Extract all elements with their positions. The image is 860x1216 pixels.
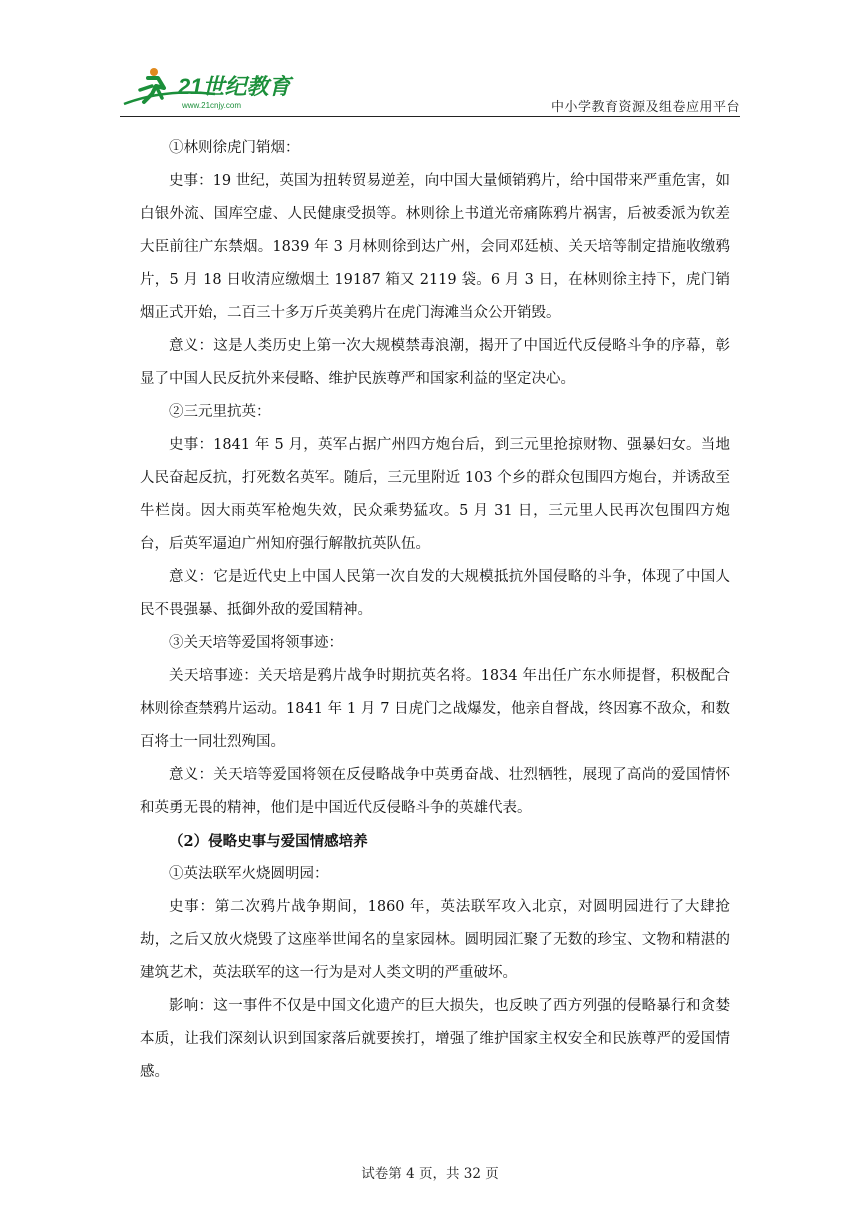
item-title-guan-tianpei: ③关天培等爱国将领事迹： bbox=[169, 635, 343, 651]
section-heading: （2）侵略史事与爱国情感培养 bbox=[169, 833, 368, 850]
page-footer: 试卷第 4 页，共 32 页 bbox=[361, 1166, 499, 1182]
logo-subtext: www.21cnjy.com bbox=[182, 101, 241, 110]
platform-name: 中小学教育资源及组卷应用平台 bbox=[550, 100, 740, 115]
paragraph-story-sanyuanli: 史事：1841 年 5 月，英军占据广州四方炮台后，到三元里抢掠财物、强暴妇女。当地人民奋起反抗，打死数名英军。随后，三元里附近 103 个乡的群众包围四方炮台，并诱敌至牛栏岗。因大雨英军枪炮失效，民众乘势猛攻。5 月 31 日，三元里人民再次包围四方炮台，后英军逼迫广州知府强行解散抗英队伍。 bbox=[140, 437, 730, 552]
header-divider bbox=[120, 116, 740, 117]
paragraph-story-yuanmingyuan: 史事：第二次鸦片战争期间，1860 年，英法联军攻入北京，对圆明园进行了大肆抢劫，之后又放火烧毁了这座举世闻名的皇家园林。圆明园汇聚了无数的珍宝、文物和精湛的建筑艺术，英法联军的这一行为是对人类文明的严重破坏。 bbox=[140, 899, 730, 981]
logo-text: 21世纪教育 bbox=[178, 74, 291, 99]
paragraph-meaning-guan-tianpei: 意义：关天培等爱国将领在反侵略战争中英勇奋战、壮烈牺牲，展现了高尚的爱国情怀和英勇无畏的精神，他们是中国近代反侵略斗争的英雄代表。 bbox=[140, 767, 730, 816]
item-title-yuanmingyuan: ①英法联军火烧圆明园： bbox=[169, 866, 329, 882]
paragraph-impact-yuanmingyuan: 影响：这一事件不仅是中国文化遗产的巨大损失，也反映了西方列强的侵略暴行和贪婪本质，让我们深刻认识到国家落后就要挨打，增强了维护国家主权安全和民族尊严的爱国情感。 bbox=[140, 998, 730, 1080]
runner-logo-icon bbox=[120, 64, 310, 112]
page-header bbox=[120, 60, 740, 120]
document-body bbox=[140, 132, 730, 1089]
logo bbox=[120, 64, 310, 112]
paragraph-story-lin-zexu: 史事：19 世纪，英国为扭转贸易逆差，向中国大量倾销鸦片，给中国带来严重危害，如白银外流、国库空虚、人民健康受损等。林则徐上书道光帝痛陈鸦片祸害，后被委派为钦差大臣前往广东禁烟。1839 年 3 月林则徐到达广州，会同邓廷桢、关天培等制定措施收缴鸦片，5 月 18 日收清应缴烟土 19187 箱又 2119 袋。6 月 3 日，在林则徐主持下，虎门销烟正式开始，二百三十多万斤英美鸦片在虎门海滩当众公开销毁。 bbox=[140, 173, 730, 321]
item-title-sanyuanli: ②三元里抗英： bbox=[169, 404, 271, 420]
paragraph-meaning-sanyuanli: 意义：它是近代史上中国人民第一次自发的大规模抵抗外国侵略的斗争，体现了中国人民不畏强暴、抵御外敌的爱国精神。 bbox=[140, 569, 730, 618]
item-title-lin-zexu: ①林则徐虎门销烟： bbox=[169, 140, 300, 156]
paragraph-meaning-lin-zexu: 意义：这是人类历史上第一次大规模禁毒浪潮，揭开了中国近代反侵略斗争的序幕，彰显了中国人民反抗外来侵略、维护民族尊严和国家利益的坚定决心。 bbox=[140, 338, 730, 387]
paragraph-story-guan-tianpei: 关天培事迹：关天培是鸦片战争时期抗英名将。1834 年出任广东水师提督，积极配合林则徐查禁鸦片运动。1841 年 1 月 7 日虎门之战爆发，他亲自督战，终因寡不敌众，和数百将士一同壮烈殉国。 bbox=[140, 668, 730, 750]
